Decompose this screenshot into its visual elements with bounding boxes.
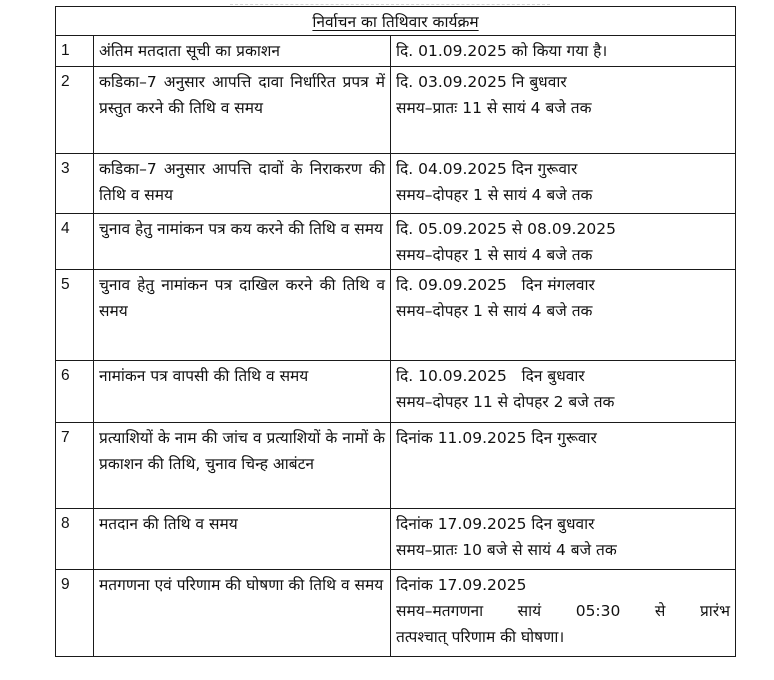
table-row — [56, 509, 736, 570]
row-schedule — [391, 214, 736, 270]
row-schedule — [391, 423, 736, 509]
row-description: प्रत्याशियों के नाम की जांच व प्रत्याशियों के नामों के प्रकाशन की तिथि, चुनाव चिन्ह आबंटन — [94, 423, 391, 509]
row-description: मतदान की तिथि व समय — [94, 509, 391, 570]
table-title-text: निर्वाचन का तिथिवार कार्यक्रम — [312, 13, 479, 31]
row-number: 9 — [56, 570, 94, 657]
schedule-line: समय–दोपहर 11 से दोपहर 2 बजे तक — [396, 393, 615, 411]
row-schedule — [391, 67, 736, 154]
table-row — [56, 67, 736, 154]
schedule-line: दि. 04.09.2025 दिन गुरूवार — [396, 160, 578, 178]
row-number: 6 — [56, 361, 94, 423]
table-row — [56, 36, 736, 67]
table-row — [56, 361, 736, 423]
row-number: 2 — [56, 67, 94, 154]
row-number: 7 — [56, 423, 94, 509]
table-row — [56, 154, 736, 214]
row-number: 5 — [56, 270, 94, 361]
schedule-line: दिनांक 17.09.2025 — [396, 576, 527, 594]
schedule-line: समय–दोपहर 1 से सायं 4 बजे तक — [396, 246, 593, 264]
row-description: नामांकन पत्र वापसी की तिथि व समय — [94, 361, 391, 423]
schedule-line: समय–प्रातः 11 से सायं 4 बजे तक — [396, 99, 592, 117]
table-row — [56, 423, 736, 509]
row-schedule — [391, 36, 736, 67]
table-row — [56, 570, 736, 657]
row-description: कडिका–7 अनुसार आपत्ति दावा निर्धारित प्रपत्र में प्रस्तुत करने की तिथि व समय — [94, 67, 391, 154]
schedule-line: दि. 05.09.2025 से 08.09.2025 — [396, 220, 616, 238]
row-number: 1 — [56, 36, 94, 67]
schedule-line: दि. 09.09.2025 दिन मंगलवार — [396, 276, 595, 294]
row-number: 4 — [56, 214, 94, 270]
row-description: अंतिम मतदाता सूची का प्रकाशन — [94, 36, 391, 67]
row-description: चुनाव हेतु नामांकन पत्र दाखिल करने की तिथि व समय — [94, 270, 391, 361]
schedule-line: दिनांक 17.09.2025 दिन बुधवार — [396, 515, 595, 533]
schedule-line: तत्पश्चात् परिणाम की घोषणा। — [396, 628, 565, 646]
cropped-text-fragment — [230, 0, 550, 5]
row-schedule — [391, 570, 736, 657]
schedule-line: दिनांक 11.09.2025 दिन गुरूवार — [396, 429, 597, 447]
schedule-line: समय–दोपहर 1 से सायं 4 बजे तक — [396, 186, 593, 204]
row-schedule — [391, 509, 736, 570]
row-schedule — [391, 270, 736, 361]
row-description: कडिका–7 अनुसार आपत्ति दावों के निराकरण की तिथि व समय — [94, 154, 391, 214]
schedule-line: दि. 03.09.2025 नि बुधवार — [396, 73, 567, 91]
schedule-line: समय–दोपहर 1 से सायं 4 बजे तक — [396, 302, 593, 320]
schedule-line: दि. 01.09.2025 को किया गया है। — [396, 42, 608, 60]
schedule-line: दि. 10.09.2025 दिन बुधवार — [396, 367, 585, 385]
table-row — [56, 270, 736, 361]
election-schedule-table — [55, 6, 736, 657]
row-description: मतगणना एवं परिणाम की घोषणा की तिथि व समय — [94, 570, 391, 657]
row-schedule — [391, 361, 736, 423]
table-row — [56, 214, 736, 270]
table-title — [56, 7, 736, 36]
row-schedule — [391, 154, 736, 214]
schedule-line: समय–प्रातः 10 बजे से सायं 4 बजे तक — [396, 541, 617, 559]
schedule-line: समय–मतगणना सायं 05:30 से प्रारंभ — [396, 602, 731, 620]
row-number: 8 — [56, 509, 94, 570]
row-description: चुनाव हेतु नामांकन पत्र कय करने की तिथि व समय — [94, 214, 391, 270]
table-header-row — [56, 7, 736, 36]
row-number: 3 — [56, 154, 94, 214]
